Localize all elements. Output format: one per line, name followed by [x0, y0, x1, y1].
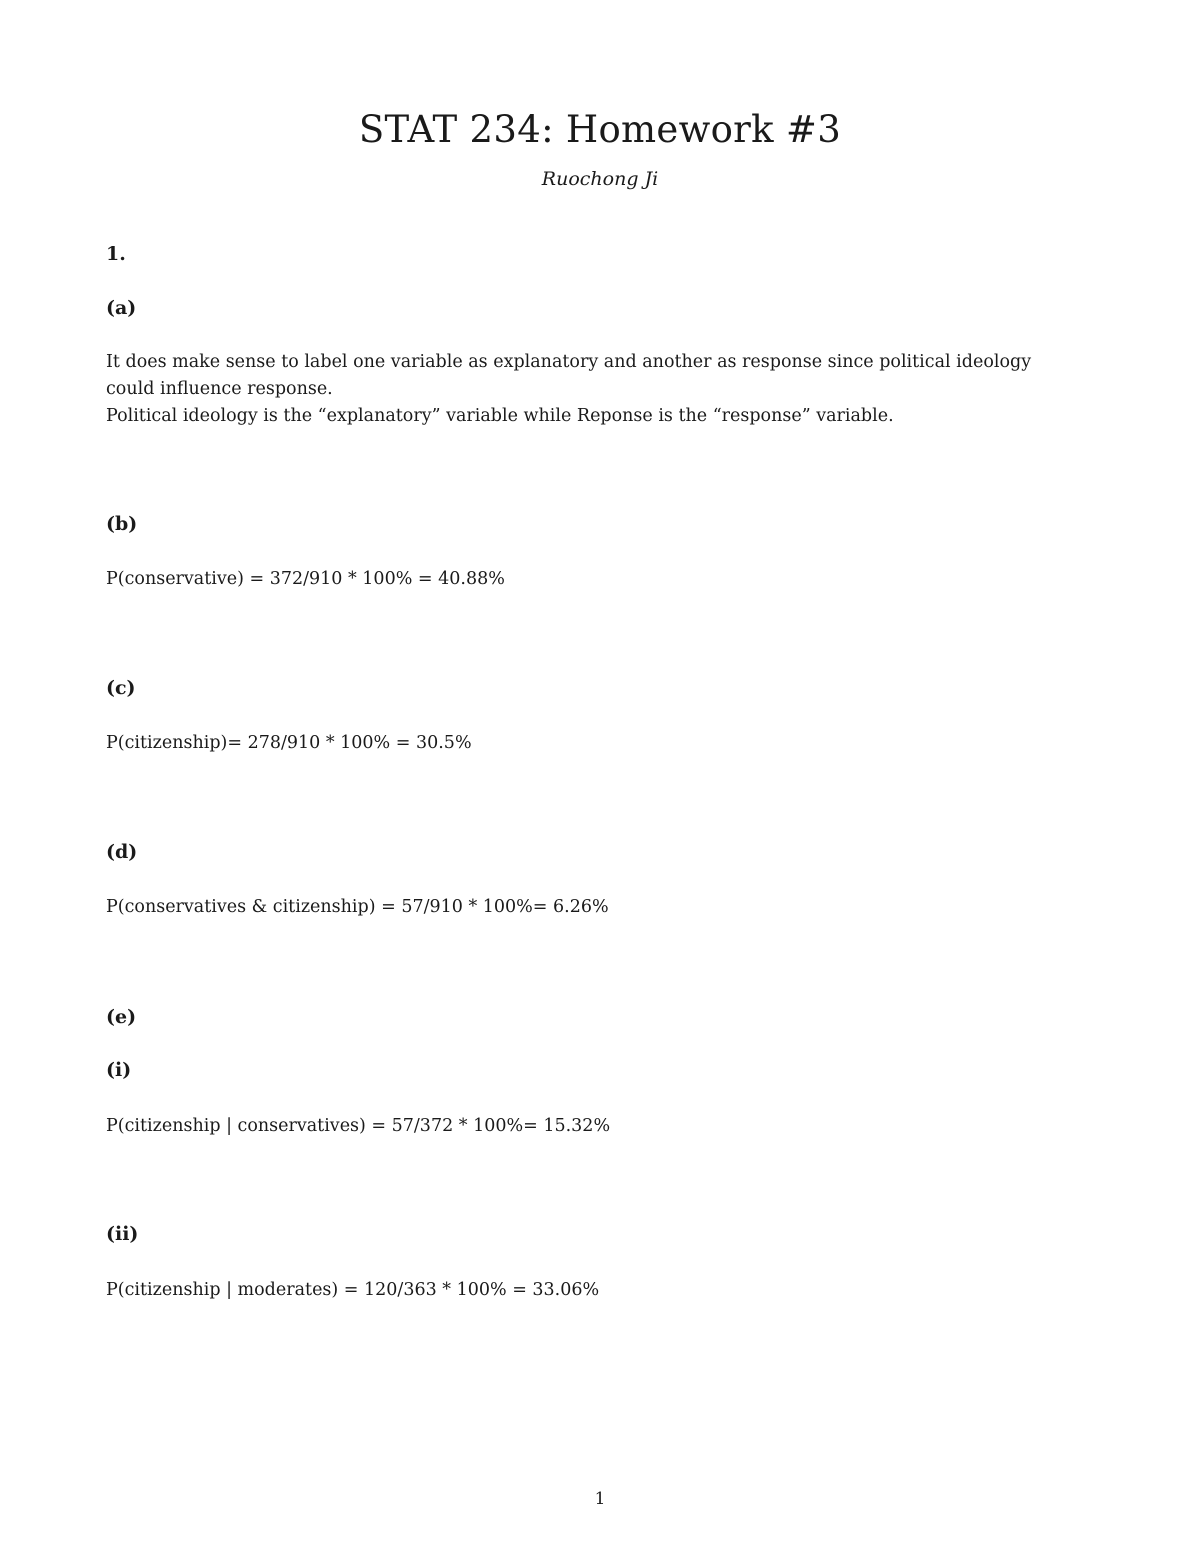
part-d-heading: (d)	[106, 841, 138, 863]
part-e-i-answer: P(citizenship | conservatives) = 57/372 * 100%= 15.32%	[106, 1116, 611, 1136]
part-a-answer	[106, 349, 1106, 430]
part-a-heading: (a)	[106, 297, 137, 319]
part-c-heading: (c)	[106, 677, 136, 699]
part-a-line-3: Political ideology is the “explanatory” variable while Reponse is the “response” variable.	[106, 406, 894, 426]
part-e-i-heading: (i)	[106, 1059, 132, 1081]
page-number: 1	[594, 1489, 606, 1509]
part-b-heading: (b)	[106, 513, 138, 535]
part-a-line-1: It does make sense to label one variable as explanatory and another as response since political ideology	[106, 352, 1032, 372]
part-d-answer: P(conservatives & citizenship) = 57/910 * 100%= 6.26%	[106, 897, 609, 917]
part-e-ii-heading: (ii)	[106, 1223, 139, 1245]
part-b-answer: P(conservative) = 372/910 * 100% = 40.88%	[106, 569, 505, 589]
part-c-answer: P(citizenship)= 278/910 * 100% = 30.5%	[106, 733, 472, 753]
document-title: STAT 234: Homework #3	[358, 108, 842, 151]
part-e-heading: (e)	[106, 1006, 137, 1028]
part-e-ii-answer: P(citizenship | moderates) = 120/363 * 100% = 33.06%	[106, 1280, 600, 1300]
part-a-line-2: could influence response.	[106, 379, 333, 399]
author-name: Ruochong Ji	[541, 168, 659, 190]
question-1-heading: 1.	[106, 243, 126, 265]
